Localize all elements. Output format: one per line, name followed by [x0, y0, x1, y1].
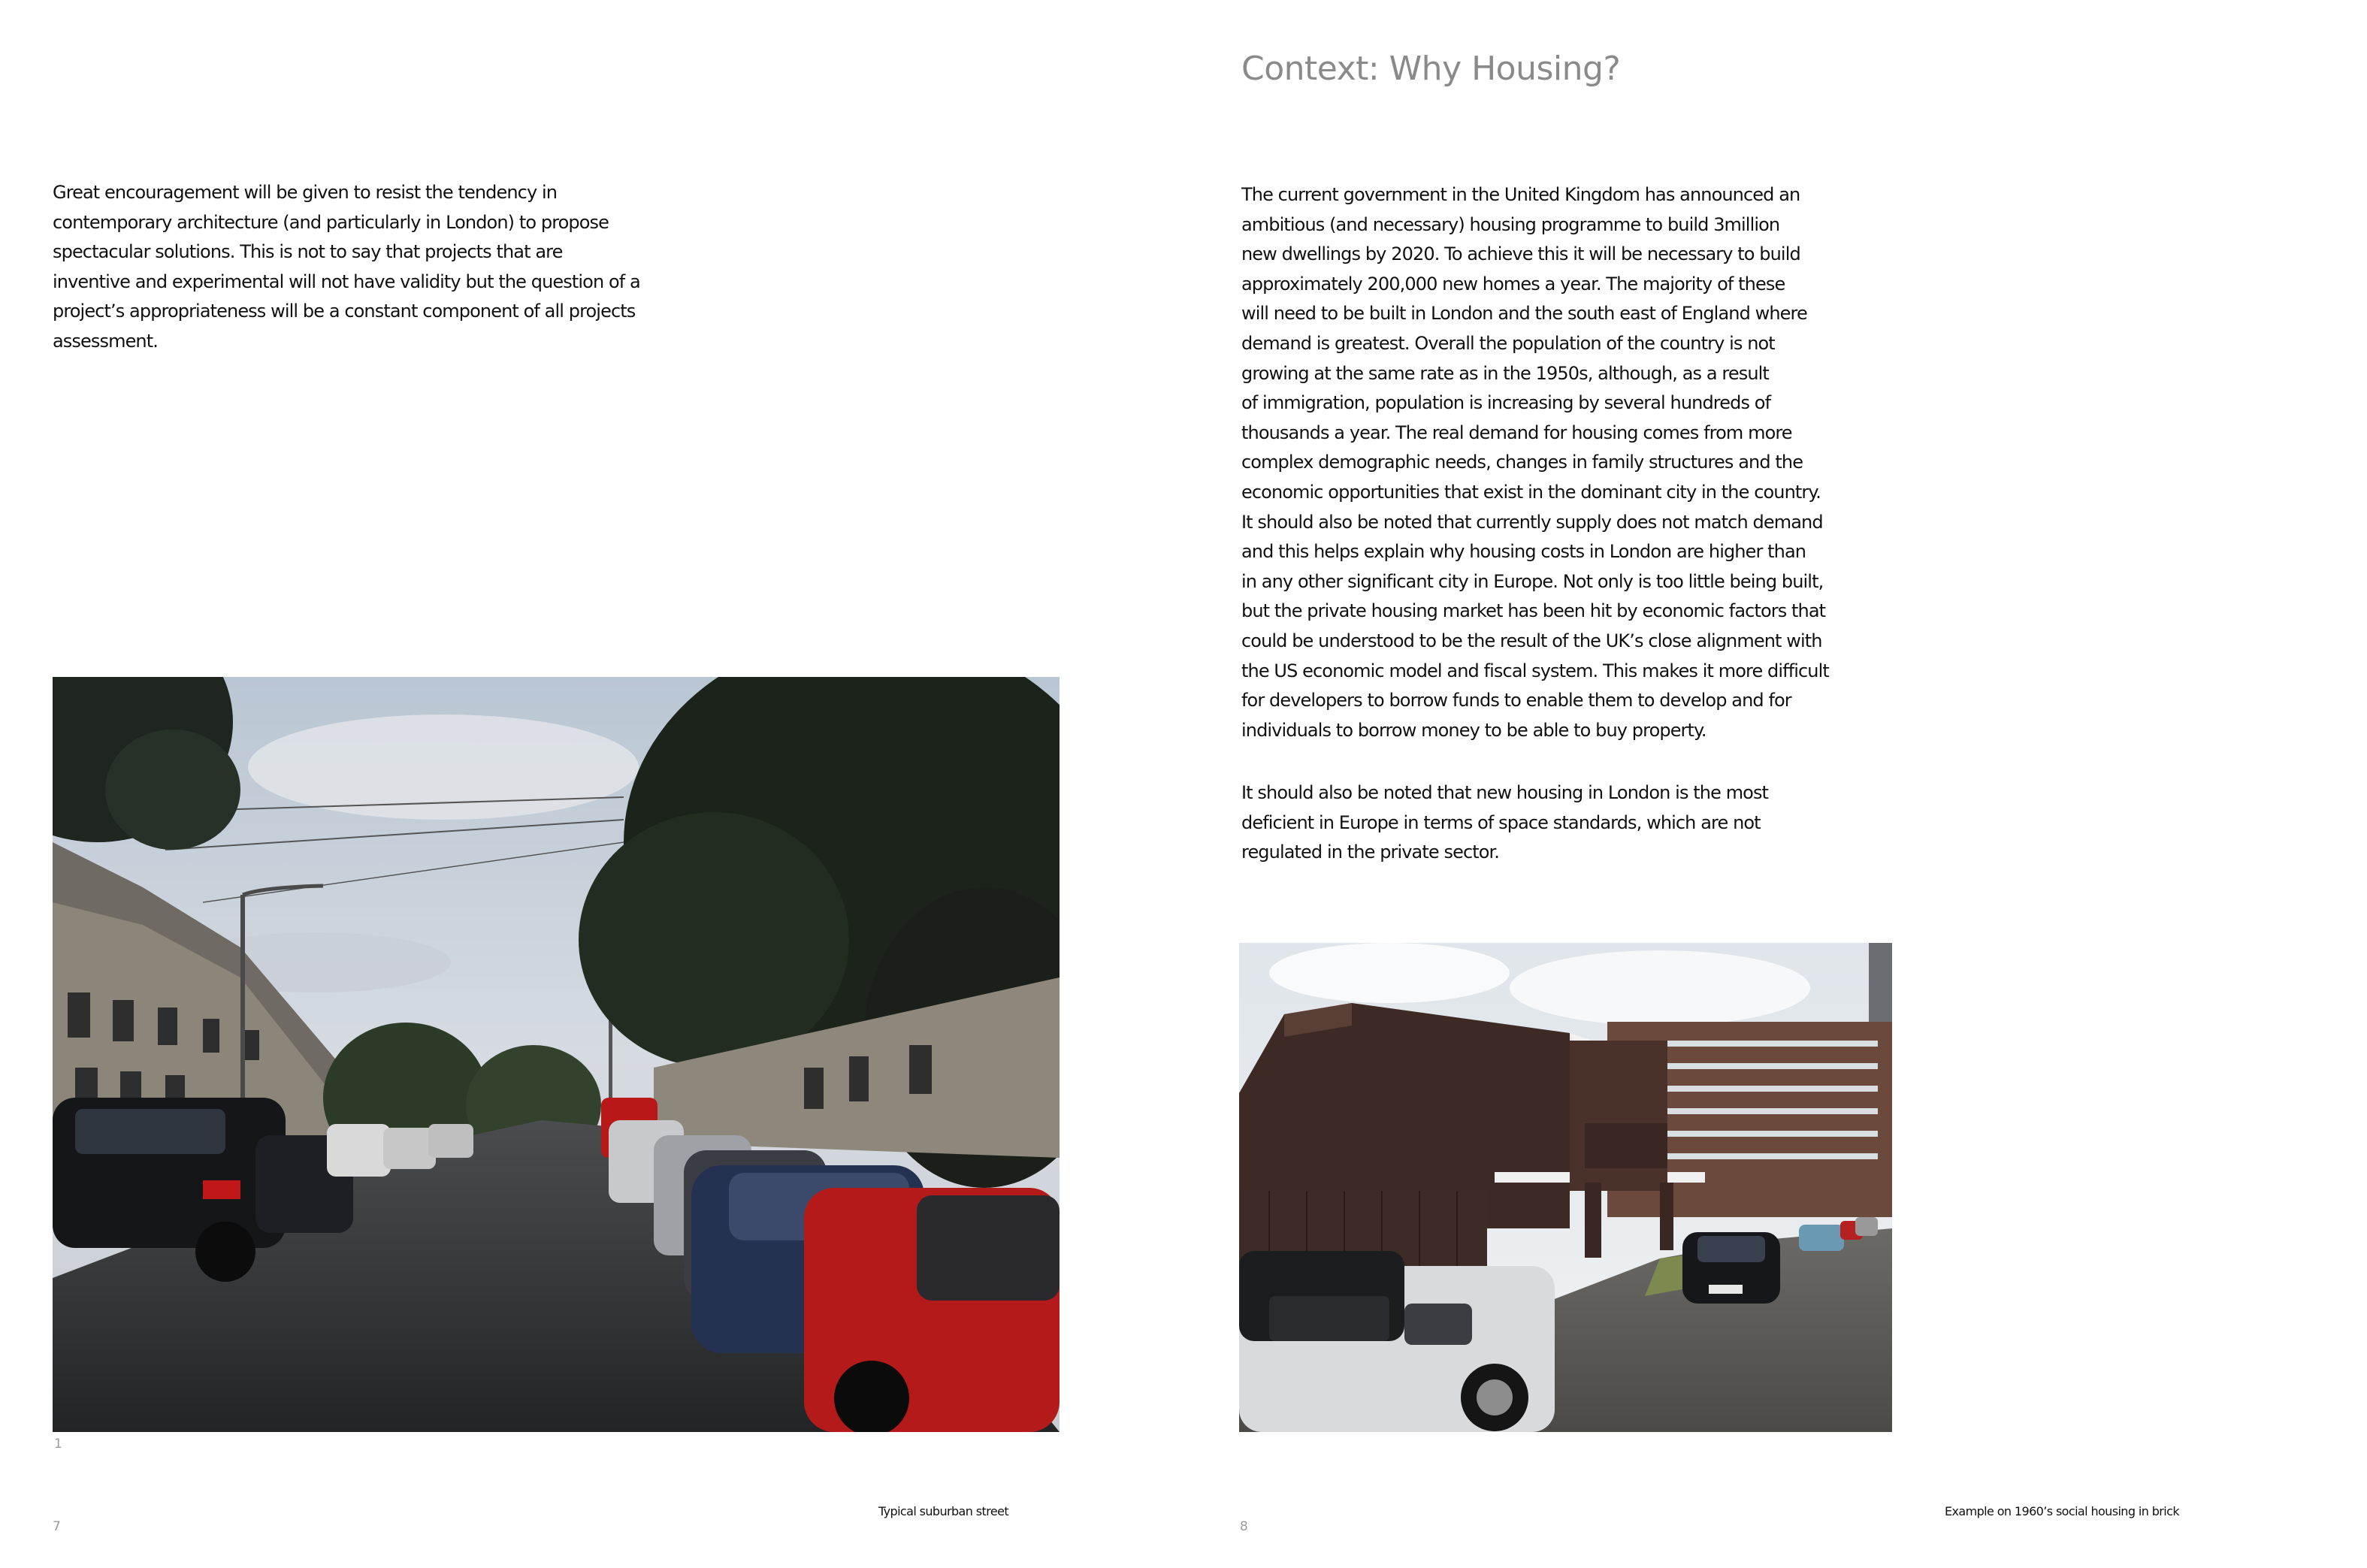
text-line: but the private housing market has been hit by economic factors that — [1241, 600, 1826, 622]
text-line: the US economic model and fiscal system. This makes it more difficult — [1241, 660, 1829, 681]
right-body-paragraph-1 — [1241, 180, 1829, 745]
text-line: assessment. — [53, 330, 158, 352]
page-title: Context: Why Housing? — [1241, 50, 1621, 88]
right-body-paragraph-2 — [1241, 778, 1768, 868]
text-line: inventive and experimental will not have validity but the question of a — [53, 270, 640, 292]
text-line: It should also be noted that currently supply does not match demand — [1241, 511, 1823, 533]
text-line: new dwellings by 2020. To achieve this it will be necessary to build — [1241, 243, 1800, 265]
text-line: complex demographic needs, changes in family structures and the — [1241, 452, 1803, 473]
text-line: regulated in the private sector. — [1241, 841, 1500, 863]
text-line: could be understood to be the result of the UK’s close alignment with — [1241, 630, 1822, 651]
left-photo-caption: Typical suburban street — [878, 1504, 1008, 1518]
text-line: Great encouragement will be given to resist the tendency in — [53, 182, 558, 203]
text-line: will need to be built in London and the south east of England where — [1241, 303, 1807, 325]
text-line: individuals to borrow money to be able to buy property. — [1241, 719, 1706, 741]
text-line: growing at the same rate as in the 1950s, although, as a result — [1241, 362, 1769, 384]
text-line: ambitious (and necessary) housing programme to build 3million — [1241, 213, 1780, 235]
figure-number: 1 — [54, 1437, 62, 1452]
text-line: thousands a year. The real demand for housing comes from more — [1241, 421, 1792, 443]
text-line: The current government in the United Kingdom has announced an — [1241, 184, 1800, 205]
text-line: It should also be noted that new housing in London is the most — [1241, 782, 1769, 803]
left-body-paragraph — [53, 178, 640, 357]
social-housing-photo — [1239, 943, 1892, 1432]
page-number-right: 8 — [1240, 1519, 1248, 1534]
text-line: for developers to borrow funds to enable them to develop and for — [1241, 690, 1791, 711]
text-line: spectacular solutions. This is not to say that projects that are — [53, 241, 563, 263]
text-line: approximately 200,000 new homes a year. The majority of these — [1241, 273, 1785, 295]
page-number-left: 7 — [53, 1519, 61, 1534]
text-line: deficient in Europe in terms of space standards, which are not — [1241, 811, 1761, 833]
text-line: contemporary architecture (and particularly in London) to propose — [53, 211, 609, 233]
text-line: economic opportunities that exist in the dominant city in the country. — [1241, 481, 1821, 503]
suburban-street-photo — [53, 677, 1060, 1432]
text-line: of immigration, population is increasing by several hundreds of — [1241, 392, 1771, 414]
text-line: demand is greatest. Overall the population of the country is not — [1241, 332, 1775, 354]
text-line: in any other significant city in Europe. Not only is too little being built, — [1241, 570, 1824, 592]
right-photo-caption: Example on 1960’s social housing in brick — [1945, 1504, 2179, 1518]
text-line: and this helps explain why housing costs in London are higher than — [1241, 541, 1806, 563]
text-line: project’s appropriateness will be a constant component of all projects — [53, 301, 636, 322]
